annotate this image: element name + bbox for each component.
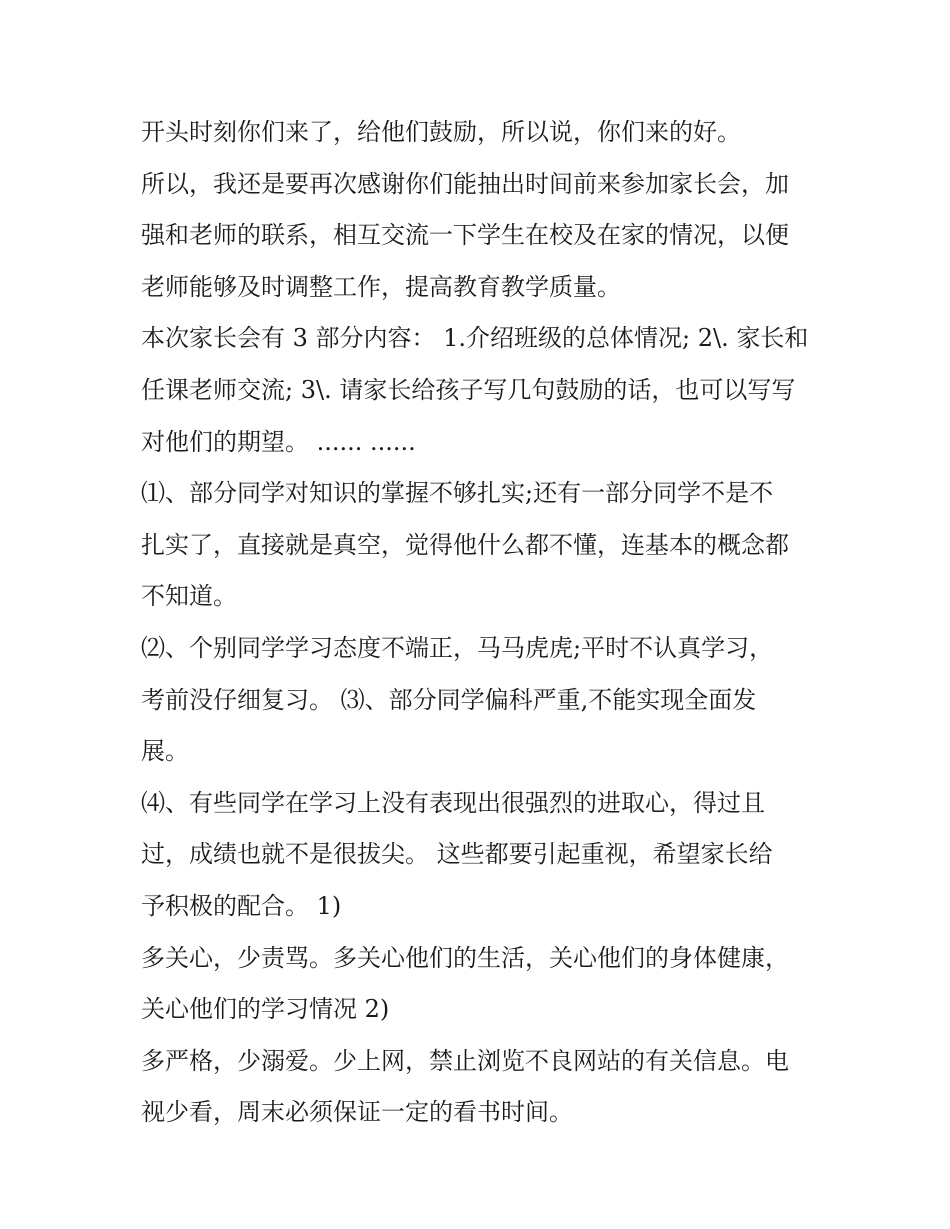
text-line: ⑴、部分同学对知识的掌握不够扎实;还有一部分同学不是不 [141, 479, 774, 508]
text-line: ⑷、有些同学在学习上没有表现出很强烈的进取心，得过且 [141, 788, 765, 817]
text-line: 老师能够及时调整工作，提高教育教学质量。 [141, 272, 621, 301]
text-line: 考前没仔细复习。 ⑶、部分同学偏科严重,不能实现全面发 [141, 685, 757, 714]
text-line: 予积极的配合。 1) [141, 891, 342, 920]
text-line: 所以，我还是要再次感谢你们能抽出时间前来参加家长会，加 [141, 169, 789, 198]
text-line: 强和老师的联系，相互交流一下学生在校及在家的情况，以便 [141, 221, 789, 250]
text-line: 关心他们的学习情况 2) [141, 995, 390, 1024]
document-body [141, 107, 821, 1139]
text-line: 不知道。 [141, 582, 237, 611]
text-line: 多关心，少责骂。多关心他们的生活，关心他们的身体健康， [141, 943, 789, 972]
text-line: 对他们的期望。 ...... ...... [141, 427, 416, 456]
text-line: 任课老师交流; 3\. 请家长给孩子写几句鼓励的话，也可以写写 [141, 375, 796, 404]
text-line: 开头时刻你们来了，给他们鼓励，所以说，你们来的好。 [141, 118, 741, 146]
text-line: 展。 [141, 737, 189, 766]
text-line: 过，成绩也就不是很拔尖。 这些都要引起重视，希望家长给 [141, 840, 773, 869]
text-line: ⑵、个别同学学习态度不端正，马马虎虎;平时不认真学习， [141, 633, 774, 662]
text-line: 扎实了，直接就是真空，觉得他什么都不懂，连基本的概念都 [141, 530, 789, 559]
text-line: 多严格，少溺爱。少上网，禁止浏览不良网站的有关信息。电 [141, 1046, 789, 1075]
text-line: 视少看，周末必须保证一定的看书时间。 [141, 1098, 573, 1127]
text-line: 本次家长会有 3 部分内容： 1.介绍班级的总体情况; 2\. 家长和 [141, 324, 809, 353]
